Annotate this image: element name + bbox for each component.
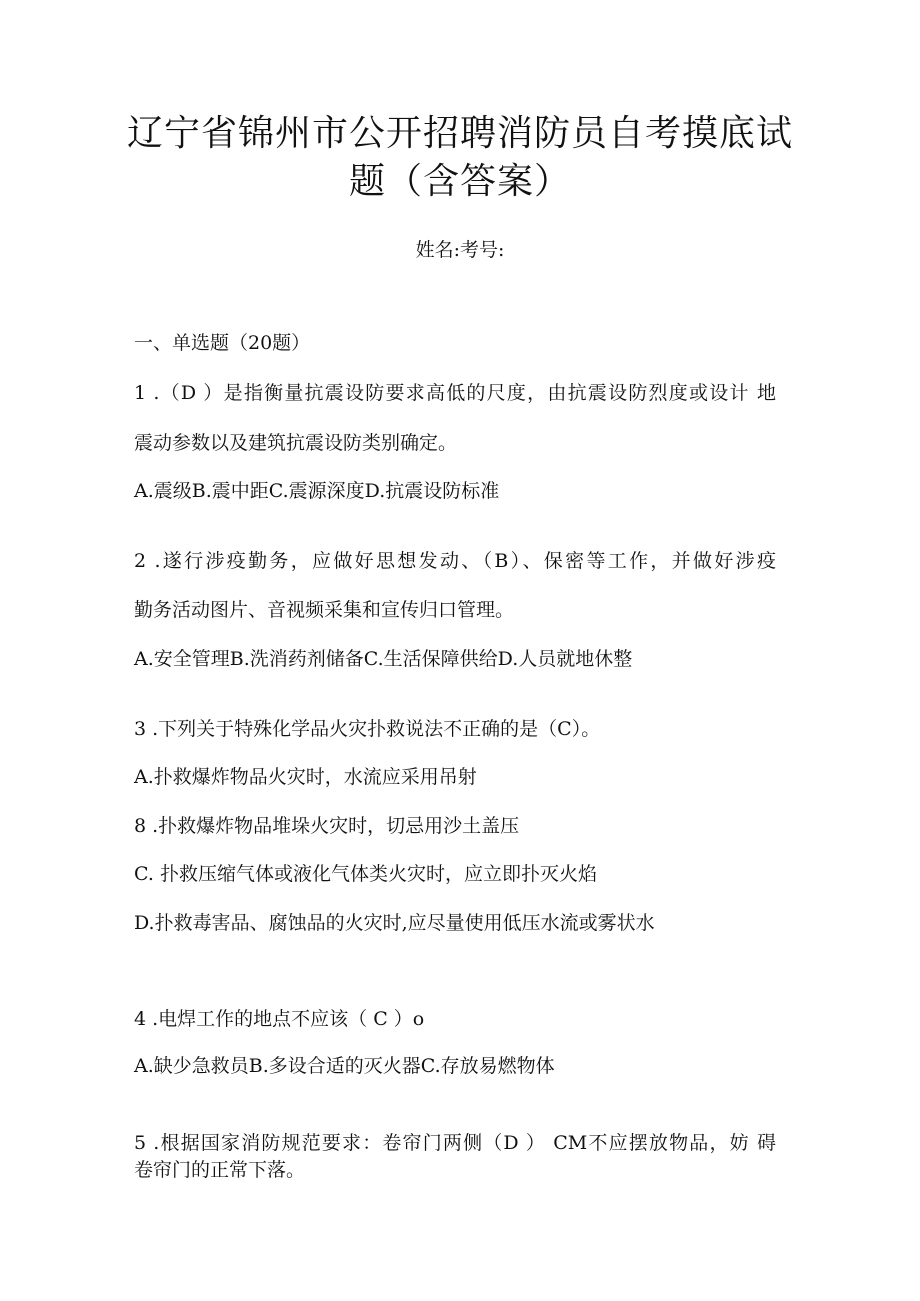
question-1-stem-line-2: 震动参数以及建筑抗震设防类别确定。: [134, 432, 458, 454]
question-2-options: A.安全管理B.洗消药剂储备C.生活保障供给D.人员就地休整: [134, 648, 633, 670]
question-3-option-d: D.扑救毒害品、腐蚀品的火灾时,应尽量使用低压水流或雾状水: [134, 912, 655, 934]
question-4-stem: 4 .电焊工作的地点不应该（ C ）o: [134, 1008, 425, 1030]
question-5-stem-line-1: 5 .根据国家消防规范要求：卷帘门两侧（D ） CM不应摆放物品，妨 碍: [134, 1132, 776, 1154]
question-4-options: A.缺少急救员B.多设合适的灭火器C.存放易燃物体: [134, 1055, 555, 1077]
question-2-stem-line-1: 2 .遂行涉疫勤务，应做好思想发动、（B）、保密等工作，并做好涉疫: [134, 550, 776, 572]
question-1-stem-line-1: 1 .（D ）是指衡量抗震设防要求高低的尺度，由抗震设防烈度或设计 地: [134, 382, 776, 404]
question-2-stem-line-2: 勤务活动图片、音视频采集和宣传归口管理。: [134, 599, 515, 621]
question-3-option-b: 8 .扑救爆炸物品堆垛火灾时，切忌用沙土盖压: [134, 815, 520, 837]
question-1-options: A.震级B.震中距C.震源深度D.抗震设防标准: [134, 480, 500, 502]
question-3-option-c: C. 扑救压缩气体或液化气体类火灾时，应立即扑灭火焰: [134, 863, 597, 885]
section-heading: 一、单选题（20题）: [134, 332, 311, 354]
document-title-line-1: 辽宁省锦州市公开招聘消防员自考摸底试: [126, 113, 793, 154]
document-title-line-2: 题（含答案）: [348, 161, 571, 202]
question-3-option-a: A.扑救爆炸物品火灾时，水流应采用吊射: [134, 766, 477, 788]
question-3-stem: 3 .下列关于特殊化学品火灾扑救说法不正确的是（C）。: [134, 718, 601, 740]
question-5-stem-line-2: 卷帘门的正常下落。: [134, 1159, 306, 1181]
name-exam-number-label: 姓名:考号:: [415, 239, 505, 261]
